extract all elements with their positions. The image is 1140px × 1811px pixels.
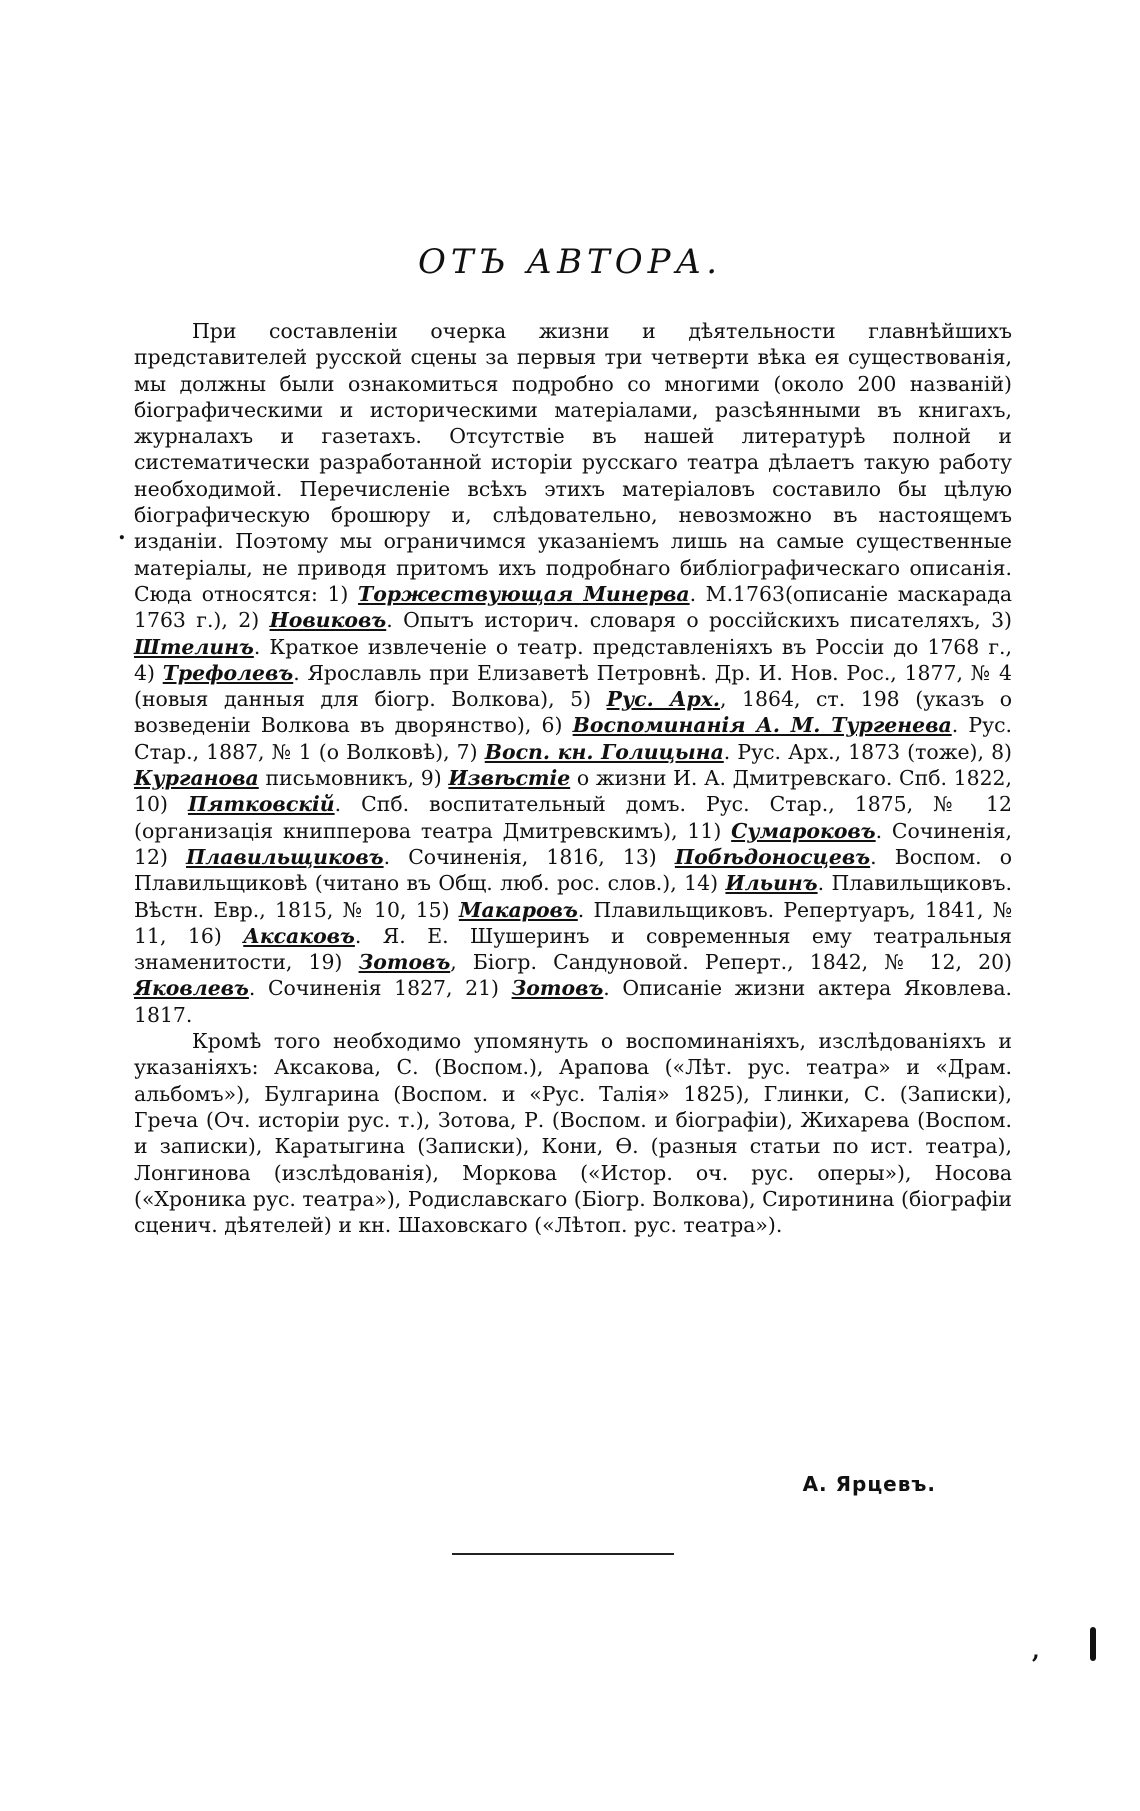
source-title: Торжествующая Минерва — [358, 581, 690, 606]
source-author: Штелинъ — [134, 634, 254, 659]
text-run: . Сочиненія 1827, 21) — [248, 976, 499, 1001]
source-author: Трефолевъ — [162, 660, 294, 685]
source-author: Курганова — [134, 766, 259, 791]
source-author: Пятковскій — [187, 792, 335, 817]
source-title: Извѣстіе — [448, 766, 571, 791]
source-author: Макаровъ — [458, 897, 578, 922]
page-title: ОТЪ АВТОРА. — [417, 242, 723, 282]
text-run: письмовникъ, 9) — [265, 766, 442, 791]
text-run: . Описаніе жизни актера Яковлева. 1817. — [134, 976, 1012, 1027]
source-author: Новиковъ — [269, 608, 387, 633]
source-author: Зотовъ — [358, 950, 451, 975]
source-title: Воспоминанія А. М. Тургенева — [572, 713, 952, 738]
scan-edge-mark — [1090, 1627, 1096, 1661]
source-author: Побѣдоносцевъ — [674, 844, 871, 869]
author-signature: А. Ярцевъ. — [802, 1472, 936, 1496]
text-run: При составленіи очерка жизни и дѣятельности главнѣйшихъ представителей русской сцены за первыя три четверти вѣка ея существованія, мы должны были ознакомиться подробно со многими (около 200 названій) біографическими и историческими матеріалами, разсѣянными въ книгахъ, журналахъ и газетахъ. Отсутствіе въ нашей литературѣ полной и систематически разработанной исторіи русскаго театра дѣлаетъ такую работу необходимой. Перечисленіе всѣхъ этихъ матеріаловъ составило бы цѣлую біографическую брошюру и, слѣдовательно, невозможно въ настоящемъ изданіи. Поэтому мы ограничимся указаніемъ лишь на самые существенные матеріалы, не приводя притомъ ихъ подробнаго библіографическаго описанія. Сюда относятся: 1) — [134, 319, 1012, 606]
source-author: Ильинъ — [725, 871, 818, 896]
source-author: Сумароковъ — [731, 818, 876, 843]
source-author: Яковлевъ — [134, 976, 249, 1001]
text-run: . Сочиненія, 12) — [134, 818, 1013, 869]
text-run: . Опытъ историч. словаря о россійскихъ писателяхъ, 3) — [386, 608, 1013, 633]
source-title: Восп. кн. Голицына — [484, 739, 724, 764]
text-run: . Рус. Арх., 1873 (тоже), 8) — [723, 739, 1012, 764]
text-run: . Спб. воспитательный домъ. Рус. Стар., 1875, № 12 (организація книпперова театра Дмитревскимъ), 11) — [134, 792, 1012, 843]
text-run: . Сочиненія, 1816, 13) — [383, 844, 657, 869]
source-author: Зотовъ — [511, 976, 604, 1001]
paragraph-sources — [134, 318, 1012, 1028]
source-author: Аксаковъ — [243, 923, 355, 948]
text-run: . Плавильщиковъ. Вѣстн. Евр., 1815, № 10, 15) — [134, 871, 1012, 922]
text-run: , 1864, ст. 198 (указъ о возведеніи Волкова въ дворянство), 6) — [134, 687, 1013, 738]
source-author: Плавильщиковъ — [186, 844, 384, 869]
text-run: . М.1763(описаніе маскарада 1763 г.), 2) — [134, 581, 1012, 633]
text-run: . Рус. Стар., 1887, № 1 (о Волковѣ), 7) — [134, 713, 1012, 764]
source-title: Рус. Арх. — [606, 687, 721, 712]
text-run: , Біогр. Сандуновой. Реперт., 1842, № 12, 20) — [450, 950, 1012, 975]
text-run: . Краткое извлеченіе о театр. представленіяхъ въ Россіи до 1768 г., 4) — [134, 634, 1012, 685]
margin-mark: . — [118, 519, 126, 545]
text-run: . Плавильщиковъ. Репертуаръ, 1841, № 11, 16) — [134, 897, 1012, 948]
divider-rule — [452, 1553, 674, 1555]
text-run: . Ярославль при Елизаветѣ Петровнѣ. Др. И. Нов. Рос., 1877, № 4 (новыя данныя для біогр. Волкова), 5) — [134, 660, 1012, 712]
text-run: . Я. Е. Шушеринъ и современныя ему театральныя знаменитости, 19) — [134, 923, 1013, 975]
text-run: . Воспом. о Плавильщиковѣ (читано въ Общ. люб. рос. слов.), 14) — [134, 844, 1012, 896]
body-text — [134, 318, 1012, 1238]
text-run: о жизни И. А. Дмитревскаго. Спб. 1822, 10) — [134, 766, 1012, 817]
paragraph-additional-sources: Кромѣ того необходимо упомянуть о воспоминаніяхъ, изслѣдованіяхъ и указаніяхъ: Аксакова, С. (Воспом.), Арапова («Лѣт. рус. театра» и «Драм. альбомъ»), Булгарина (Воспом. и «Рус. Талія» 1825), Глинки, С. (Записки), Греча (Оч. исторіи рус. т.), Зотова, Р. (Воспом. и біографіи), Жихарева (Воспом. и записки), Каратыгина (Записки), Кони, Ѳ. (разныя статьи по ист. театра), Лонгинова (изслѣдованія), Моркова («Истор. оч. рус. оперы»), Носова («Хроника рус. театра»), Родиславскаго (Біогр. Волкова), Сиротинина (біографіи сценич. дѣятелей) и кн. Шаховскаго («Лѣтоп. рус. театра»). — [134, 1029, 1012, 1238]
stray-mark: , — [1032, 1638, 1040, 1664]
